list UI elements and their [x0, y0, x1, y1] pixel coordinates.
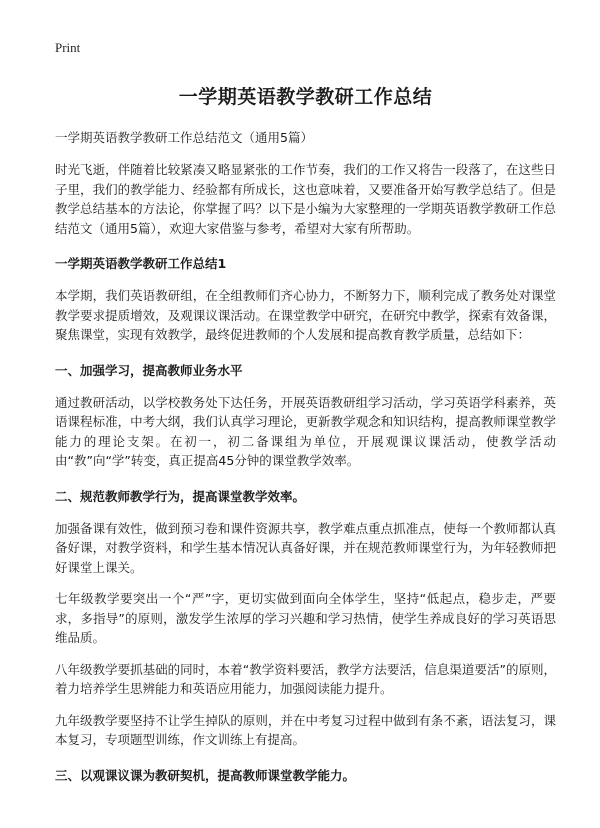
document-title: 一学期英语教学教研工作总结	[178, 86, 433, 108]
section-heading-2: 二、规范教师教学行为，提高课堂教学效率。	[55, 488, 306, 504]
intro-paragraph: 时光飞逝，伴随着比较紧凑又略显紧张的工作节奏，我们的工作又将告一段落了，在这些日子里，我们的教学能力、经验都有所成长，这也意味着，又要准备开始写教学总结了。但是教学总结基本的方法论，你掌握了吗？以下是小编为大家整理的一学期英语教学教研工作总结范文（通用5篇），欢迎大家借鉴与参考，希望对大家有所帮助。	[55, 162, 556, 236]
paragraph-5: 八年级教学要抓基础的同时，本着“教学资料要活，教学方法要活，信息渠道要活”的原则，着力培养学生思辨能力和英语应用能力，加强阅读能力提升。	[55, 661, 556, 696]
document-subtitle: 一学期英语教学教研工作总结范文（通用5篇）	[55, 130, 313, 145]
paragraph-3: 加强备课有效性，做到预习卷和课件资源共享，教学难点重点抓准点，使每一个教师都认真备好课，对教学资料，和学生基本情况认真备好课，并在规范教师课堂行为，为年轻教师把好课堂上课关。	[55, 520, 556, 575]
section-heading-1: 一、加强学习，提高教师业务水平	[55, 362, 243, 378]
paragraph-6: 九年级教学要坚持不让学生掉队的原则，并在中考复习过程中做到有条不紊，语法复习，课本复习，专项题型训练，作文训练上有提高。	[55, 712, 556, 747]
section-heading-3: 三、以观课议课为教研契机，提高教师课堂教学能力。	[55, 767, 356, 783]
paragraph-1: 本学期，我们英语教研组，在全组教师们齐心协力，不断努力下，顺利完成了教务处对课堂教学要求提质增效，及观课议课活动。在课堂教学中研究，在研究中教学，探索有效备课，聚焦课堂，实现有效教学，最终促进教师的个人发展和提高教育教学质量，总结如下：	[55, 288, 556, 342]
print-link[interactable]: Print	[55, 40, 81, 55]
article-heading: 一学期英语教学教研工作总结1	[55, 256, 227, 271]
paragraph-2: 通过教研活动，以学校教务处下达任务，开展英语教研组学习活动，学习英语学科素养，英语课程标准，中考大纲，我们认真学习理论，更新教学观念和知识结构，提高教师课堂教学能力的理论支架。在初一，初二备课组为单位，开展观课议课活动，使教学活动由“教”向“学”转变，真正提高45分钟的课堂教学效率。	[55, 394, 556, 468]
paragraph-4: 七年级教学要突出一个“严”字，更切实做到面向全体学生，坚持“低起点，稳步走，严要求，多指导”的原则，激发学生浓厚的学习兴趣和学习热情，使学生养成良好的学习英语思维品质。	[55, 591, 556, 645]
